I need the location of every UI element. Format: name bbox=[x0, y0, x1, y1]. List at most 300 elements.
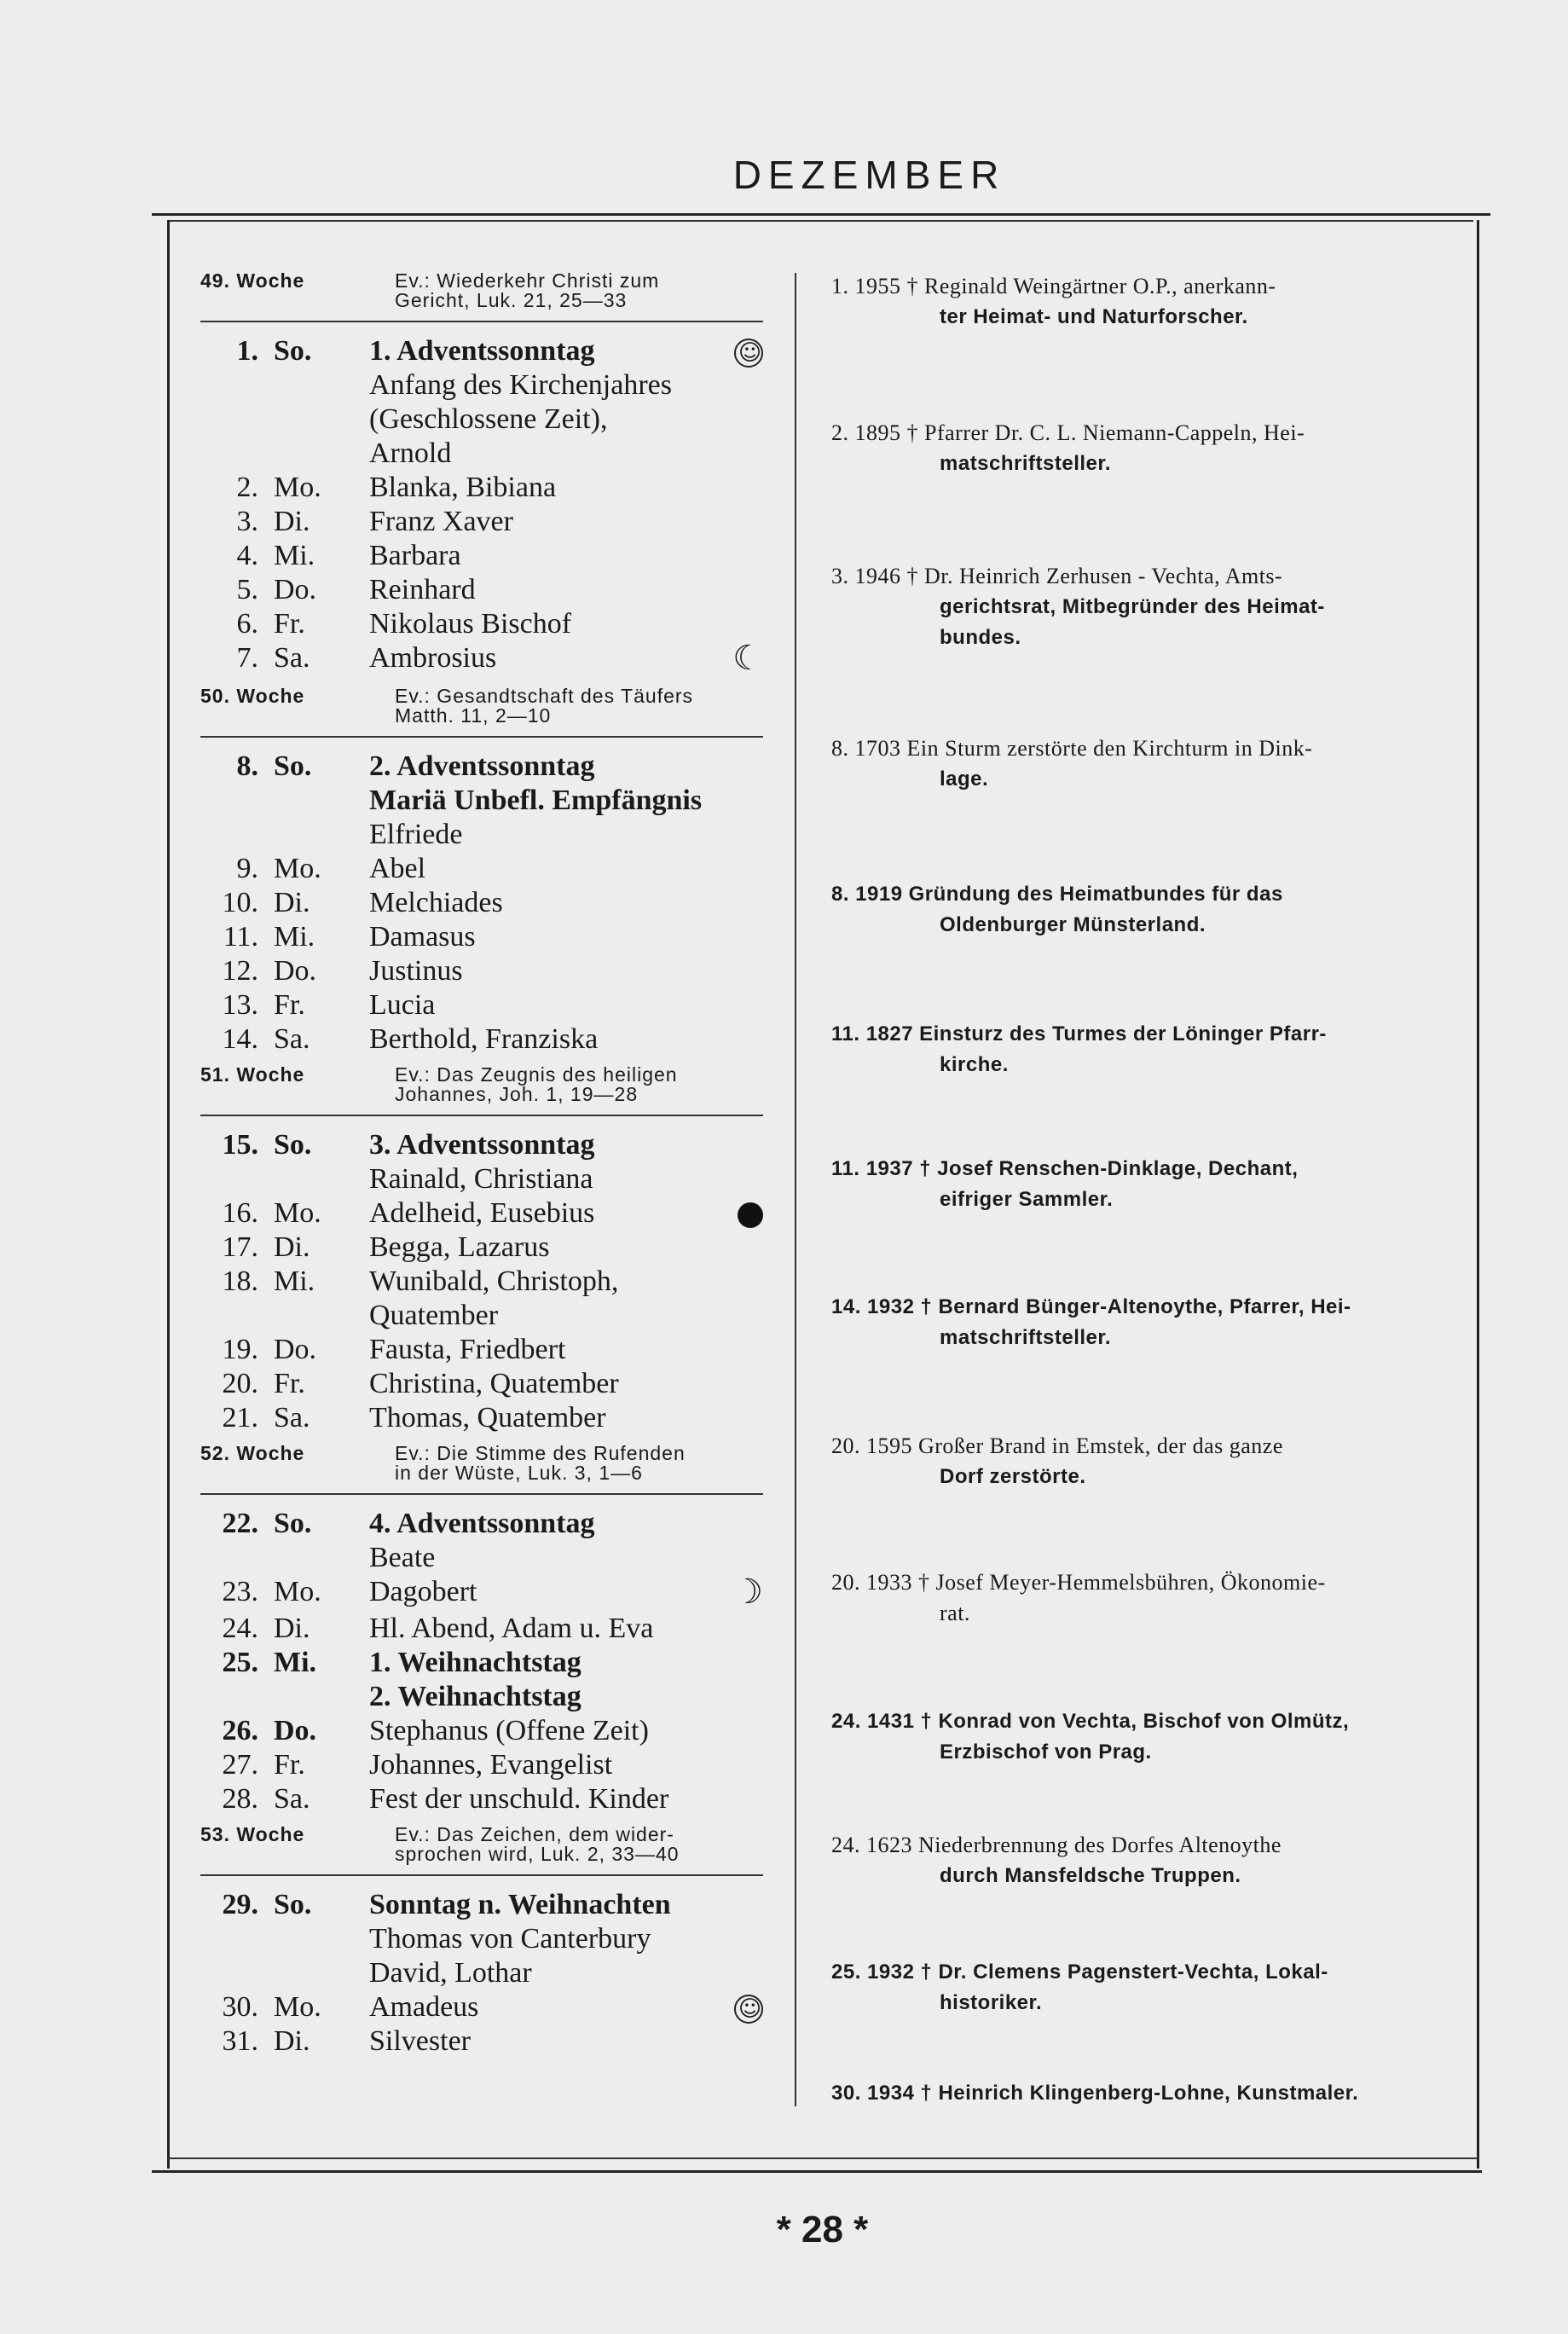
frame-rule-left bbox=[167, 220, 170, 2169]
moon-phase-cell bbox=[720, 1022, 763, 1057]
day-entry: Thomas, Quatember bbox=[369, 1402, 606, 1433]
event-text: † Josef Renschen-Dinklage, Dechant, bbox=[919, 1157, 1299, 1180]
moon-phase-cell bbox=[720, 1507, 763, 1575]
day-number: 11. bbox=[223, 921, 258, 953]
full-moon-icon bbox=[734, 339, 763, 368]
day-number: 24. bbox=[222, 1613, 258, 1644]
weekday: Di. bbox=[274, 1231, 310, 1263]
day-number: 12. bbox=[222, 955, 258, 987]
day-entry: Blanka, Bibiana bbox=[369, 472, 557, 503]
event-entry bbox=[831, 271, 1437, 333]
event-entry bbox=[831, 878, 1437, 941]
day-entry: Melchiades bbox=[369, 887, 503, 918]
gospel-line: Ev.: Das Zeugnis des heiligen bbox=[395, 1063, 678, 1086]
day-entry: Abel bbox=[369, 853, 426, 884]
event-continuation: Dorf zerstörte. bbox=[940, 1465, 1086, 1488]
day-entry: Justinus bbox=[369, 955, 463, 987]
day-entry: Beate bbox=[369, 1542, 436, 1573]
day-row bbox=[200, 505, 763, 539]
day-number: 14. bbox=[222, 1023, 258, 1055]
gospel-reading bbox=[395, 1444, 763, 1483]
saint-names bbox=[369, 1022, 720, 1057]
frame-rule-top-outer bbox=[152, 213, 1490, 216]
event-text: † Pfarrer Dr. C. L. Niemann-Cappeln, Hei- bbox=[906, 420, 1305, 445]
day-row bbox=[200, 641, 763, 678]
new-moon-icon bbox=[738, 1202, 763, 1228]
day-entry: Dagobert bbox=[369, 1576, 477, 1607]
day-entry: Berthold, Franziska bbox=[369, 1023, 599, 1055]
event-date: 11. 1827 bbox=[831, 1022, 914, 1045]
gospel-line: in der Wüste, Luk. 3, 1—6 bbox=[395, 1462, 643, 1484]
event-continuation: Oldenburger Münsterland. bbox=[940, 913, 1206, 936]
day-row bbox=[200, 1990, 763, 2024]
moon-phase-cell bbox=[720, 607, 763, 641]
event-continuation: ter Heimat- und Naturforscher. bbox=[940, 305, 1248, 328]
day-row bbox=[200, 1333, 763, 1367]
day-number: 1. bbox=[236, 335, 258, 367]
event-date: 11. 1937 bbox=[831, 1157, 914, 1180]
event-first-line bbox=[831, 1291, 1437, 1323]
event-entry bbox=[831, 1153, 1437, 1215]
day-number: 15. bbox=[222, 1129, 258, 1161]
moon-phase-cell bbox=[720, 334, 763, 471]
event-continuation: kirche. bbox=[940, 1053, 1009, 1076]
event-date: 2. 1895 bbox=[831, 420, 901, 445]
calendar-column bbox=[200, 271, 763, 2067]
event-first-line bbox=[831, 271, 1437, 302]
event-first-line bbox=[831, 561, 1437, 592]
day-number: 4. bbox=[236, 540, 258, 571]
day-number: 8. bbox=[236, 750, 258, 782]
event-first-line bbox=[831, 2077, 1437, 2109]
gospel-reading bbox=[395, 686, 763, 726]
event-continuation: gerichtsrat, Mitbegründer des Heimat- bbox=[940, 595, 1325, 618]
day-entry: Thomas von Canterbury bbox=[369, 1923, 651, 1955]
event-first-line bbox=[831, 1018, 1437, 1050]
moon-phase-cell bbox=[720, 852, 763, 886]
day-row bbox=[200, 1367, 763, 1401]
weekday: Di. bbox=[274, 887, 310, 918]
saint-names bbox=[369, 750, 720, 852]
week-header bbox=[200, 1065, 763, 1116]
event-continuation: durch Mansfeldsche Truppen. bbox=[940, 1864, 1241, 1887]
event-first-line bbox=[831, 1567, 1437, 1598]
weekday: Mo. bbox=[274, 1197, 321, 1229]
gospel-reading bbox=[395, 1825, 763, 1864]
weekday: So. bbox=[274, 1889, 312, 1920]
event-continuation: lage. bbox=[940, 767, 989, 791]
gospel-line: Ev.: Wiederkehr Christi zum bbox=[395, 269, 660, 292]
weekday: Mo. bbox=[274, 1991, 321, 2023]
event-continuation: Erzbischof von Prag. bbox=[940, 1740, 1152, 1764]
column-divider bbox=[795, 273, 796, 2106]
saint-names bbox=[369, 988, 720, 1022]
week-group bbox=[200, 686, 763, 1057]
event-entry bbox=[831, 1291, 1437, 1353]
saint-names bbox=[369, 1714, 720, 1748]
event-entry bbox=[831, 1956, 1437, 2018]
event-date: 14. 1932 bbox=[831, 1295, 915, 1318]
gospel-line: sprochen wird, Luk. 2, 33—40 bbox=[395, 1843, 680, 1865]
day-entry: Elfriede bbox=[369, 819, 463, 850]
day-number: 3. bbox=[236, 506, 258, 537]
event-continuation: eifriger Sammler. bbox=[940, 1188, 1114, 1211]
waxing-moon-icon: ☽ bbox=[732, 1572, 763, 1612]
weekday: Mi. bbox=[274, 1647, 317, 1678]
weekday: Do. bbox=[274, 1334, 317, 1365]
saint-names bbox=[369, 2024, 720, 2059]
day-row bbox=[200, 1748, 763, 1782]
day-entry: Stephanus (Offene Zeit) bbox=[369, 1715, 649, 1746]
event-text: † Heinrich Klingenberg-Lohne, Kunstmaler. bbox=[920, 2082, 1359, 2105]
full-moon-icon bbox=[734, 1995, 763, 2024]
week-header bbox=[200, 271, 763, 322]
week-group bbox=[200, 1065, 763, 1435]
week-group bbox=[200, 1444, 763, 1816]
day-row bbox=[200, 1888, 763, 1990]
weekday: Sa. bbox=[274, 1023, 310, 1055]
weekday: Fr. bbox=[274, 608, 305, 640]
weekday: Fr. bbox=[274, 1749, 305, 1781]
weekday: Sa. bbox=[274, 1783, 310, 1815]
moon-phase-cell bbox=[720, 1748, 763, 1782]
moon-phase-cell bbox=[720, 1782, 763, 1816]
saint-names bbox=[369, 1367, 720, 1401]
day-entry: 2. Adventssonntag bbox=[369, 750, 595, 782]
event-entry bbox=[831, 1567, 1437, 1629]
weekday: Di. bbox=[274, 1613, 310, 1644]
saint-names bbox=[369, 1507, 720, 1575]
event-continuation: rat. bbox=[940, 1601, 970, 1625]
moon-phase-cell bbox=[720, 1572, 763, 1612]
day-entry: (Geschlossene Zeit), bbox=[369, 403, 608, 435]
day-entry: Quatember bbox=[369, 1300, 499, 1331]
day-entry: 3. Adventssonntag bbox=[369, 1129, 595, 1161]
saint-names bbox=[369, 1265, 720, 1333]
weekday: Mi. bbox=[274, 1265, 315, 1297]
day-number: 9. bbox=[236, 853, 258, 884]
day-row bbox=[200, 471, 763, 505]
event-text: † Konrad von Vechta, Bischof von Olmütz, bbox=[920, 1710, 1350, 1733]
event-entry bbox=[831, 733, 1437, 795]
moon-phase-cell bbox=[720, 1646, 763, 1714]
event-text: Ein Sturm zerstörte den Kirchturm in Dink- bbox=[906, 736, 1313, 761]
day-entry: 1. Adventssonntag bbox=[369, 335, 595, 367]
day-number: 16. bbox=[222, 1197, 258, 1229]
moon-phase-cell bbox=[720, 1888, 763, 1990]
event-first-line bbox=[831, 1706, 1437, 1737]
event-date: 8. 1703 bbox=[831, 736, 901, 761]
day-row bbox=[200, 1782, 763, 1816]
week-label: 53. Woche bbox=[200, 1823, 305, 1845]
event-continuation: matschriftsteller. bbox=[940, 1326, 1112, 1349]
week-header bbox=[200, 686, 763, 738]
day-entry: Damasus bbox=[369, 921, 476, 953]
weekday: Do. bbox=[274, 955, 317, 987]
saint-names bbox=[369, 1888, 720, 1990]
day-entry: Lucia bbox=[369, 989, 436, 1021]
day-row bbox=[200, 607, 763, 641]
event-continuation: historiker. bbox=[940, 1991, 1043, 2014]
saint-names bbox=[369, 1782, 720, 1816]
saint-names bbox=[369, 1401, 720, 1435]
event-text: Niederbrennung des Dorfes Altenoythe bbox=[918, 1833, 1282, 1857]
day-number: 19. bbox=[222, 1334, 258, 1365]
event-date: 24. 1623 bbox=[831, 1833, 912, 1857]
waning-moon-icon: ☾ bbox=[732, 639, 763, 678]
day-row bbox=[200, 1196, 763, 1231]
saint-names bbox=[369, 573, 720, 607]
day-row bbox=[200, 886, 763, 920]
event-date: 8. 1919 bbox=[831, 883, 903, 906]
event-text: Einsturz des Turmes der Löninger Pfarr- bbox=[919, 1022, 1327, 1045]
saint-names bbox=[369, 539, 720, 573]
moon-phase-cell bbox=[720, 1714, 763, 1748]
weekday: Di. bbox=[274, 2025, 310, 2057]
week-header bbox=[200, 1444, 763, 1495]
day-row bbox=[200, 1646, 763, 1714]
weekday: Mi. bbox=[274, 540, 315, 571]
saint-names bbox=[369, 1128, 720, 1196]
moon-phase-cell bbox=[720, 573, 763, 607]
day-entry: Hl. Abend, Adam u. Eva bbox=[369, 1613, 654, 1644]
day-entry: Silvester bbox=[369, 2025, 471, 2057]
event-entry bbox=[831, 418, 1437, 479]
event-continuation: bundes. bbox=[940, 626, 1021, 649]
day-entry: Adelheid, Eusebius bbox=[369, 1197, 595, 1229]
day-entry: Ambrosius bbox=[369, 642, 497, 674]
event-continuation: matschriftsteller. bbox=[940, 452, 1112, 475]
moon-phase-cell bbox=[720, 1265, 763, 1333]
day-entry: 4. Adventssonntag bbox=[369, 1508, 595, 1539]
day-entry: Fest der unschuld. Kinder bbox=[369, 1783, 669, 1815]
gospel-line: Ev.: Gesandtschaft des Täufers bbox=[395, 685, 694, 707]
event-first-line bbox=[831, 1431, 1437, 1462]
day-entry: Begga, Lazarus bbox=[369, 1231, 550, 1263]
saint-names bbox=[369, 886, 720, 920]
saint-names bbox=[369, 471, 720, 505]
moon-phase-cell bbox=[720, 954, 763, 988]
day-row bbox=[200, 1128, 763, 1196]
day-entry: Amadeus bbox=[369, 1991, 479, 2023]
weekday: Mi. bbox=[274, 921, 315, 953]
event-entry bbox=[831, 1830, 1437, 1891]
moon-phase-cell bbox=[720, 1990, 763, 2024]
moon-phase-cell bbox=[720, 920, 763, 954]
day-row bbox=[200, 852, 763, 886]
event-date: 30. 1934 bbox=[831, 2082, 915, 2105]
day-entry: 2. Weihnachtstag bbox=[369, 1681, 581, 1712]
event-first-line bbox=[831, 1956, 1437, 1988]
day-row bbox=[200, 1507, 763, 1575]
day-number: 26. bbox=[222, 1715, 258, 1746]
saint-names bbox=[369, 607, 720, 641]
saint-names bbox=[369, 1990, 720, 2024]
saint-names bbox=[369, 1575, 720, 1612]
week-label: 50. Woche bbox=[200, 685, 305, 707]
frame-rule-bottom-outer bbox=[152, 2170, 1482, 2173]
day-entry: Rainald, Christiana bbox=[369, 1163, 593, 1195]
saint-names bbox=[369, 852, 720, 886]
day-row bbox=[200, 988, 763, 1022]
event-date: 1. 1955 bbox=[831, 274, 901, 298]
event-text: † Josef Meyer-Hemmelsbühren, Ökonomie- bbox=[918, 1570, 1326, 1595]
event-text: Gründung des Heimatbundes für das bbox=[908, 883, 1283, 906]
moon-phase-cell bbox=[720, 471, 763, 505]
gospel-line: Ev.: Die Stimme des Rufenden bbox=[395, 1442, 686, 1464]
day-row bbox=[200, 334, 763, 471]
day-number: 28. bbox=[222, 1783, 258, 1815]
frame-rule-right bbox=[1477, 220, 1479, 2169]
week-group bbox=[200, 1825, 763, 2059]
day-entry: Johannes, Evangelist bbox=[369, 1749, 613, 1781]
saint-names bbox=[369, 334, 720, 471]
weekday: Fr. bbox=[274, 1368, 305, 1399]
moon-phase-cell bbox=[720, 1612, 763, 1646]
event-entry bbox=[831, 1431, 1437, 1492]
day-entry: Anfang des Kirchenjahres bbox=[369, 369, 672, 401]
event-text: † Reginald Weingärtner O.P., anerkann- bbox=[906, 274, 1276, 298]
day-entry: Franz Xaver bbox=[369, 506, 513, 537]
week-label: 51. Woche bbox=[200, 1063, 305, 1086]
week-header bbox=[200, 1825, 763, 1876]
moon-phase-cell bbox=[720, 505, 763, 539]
moon-phase-cell bbox=[720, 1128, 763, 1196]
moon-phase-cell bbox=[720, 750, 763, 852]
weekday: Sa. bbox=[274, 642, 310, 674]
gospel-reading bbox=[395, 271, 763, 310]
event-entry bbox=[831, 561, 1437, 653]
day-entry: Mariä Unbefl. Empfängnis bbox=[369, 785, 703, 816]
gospel-line: Matth. 11, 2—10 bbox=[395, 704, 552, 727]
moon-phase-cell bbox=[720, 886, 763, 920]
event-first-line bbox=[831, 418, 1437, 449]
day-row bbox=[200, 750, 763, 852]
day-row bbox=[200, 1714, 763, 1748]
day-entry: David, Lothar bbox=[369, 1957, 532, 1989]
day-row bbox=[200, 1612, 763, 1646]
day-number: 22. bbox=[222, 1508, 258, 1539]
day-number: 25. bbox=[222, 1647, 258, 1678]
event-first-line bbox=[831, 1153, 1437, 1184]
frame-rule-bottom-inner bbox=[167, 2157, 1478, 2159]
weekday: So. bbox=[274, 750, 312, 782]
event-text: † Dr. Heinrich Zerhusen - Vechta, Amts- bbox=[906, 564, 1283, 588]
day-number: 27. bbox=[222, 1749, 258, 1781]
saint-names bbox=[369, 1612, 720, 1646]
day-entry: 1. Weihnachtstag bbox=[369, 1647, 581, 1678]
day-entry: Reinhard bbox=[369, 574, 476, 605]
saint-names bbox=[369, 954, 720, 988]
day-entry: Fausta, Friedbert bbox=[369, 1334, 566, 1365]
event-first-line bbox=[831, 878, 1437, 910]
day-number: 21. bbox=[222, 1402, 258, 1433]
day-row bbox=[200, 1401, 763, 1435]
day-entry: Barbara bbox=[369, 540, 461, 571]
saint-names bbox=[369, 1333, 720, 1367]
weekday: So. bbox=[274, 1508, 312, 1539]
gospel-reading bbox=[395, 1065, 763, 1104]
week-label: 49. Woche bbox=[200, 269, 305, 292]
moon-phase-cell bbox=[720, 641, 763, 678]
weekday: Fr. bbox=[274, 989, 305, 1021]
day-row bbox=[200, 573, 763, 607]
weekday: So. bbox=[274, 1129, 312, 1161]
week-group bbox=[200, 271, 763, 678]
event-date: 3. 1946 bbox=[831, 564, 901, 588]
weekday: Do. bbox=[274, 574, 317, 605]
day-row bbox=[200, 954, 763, 988]
weekday: Di. bbox=[274, 506, 310, 537]
moon-phase-cell bbox=[720, 2024, 763, 2059]
day-number: 29. bbox=[222, 1889, 258, 1920]
day-number: 13. bbox=[222, 989, 258, 1021]
weekday: Do. bbox=[274, 1715, 317, 1746]
day-number: 18. bbox=[222, 1265, 258, 1297]
moon-phase-cell bbox=[720, 1367, 763, 1401]
weekday: So. bbox=[274, 335, 312, 367]
frame-rule-top-inner bbox=[169, 220, 1473, 222]
saint-names bbox=[369, 1196, 720, 1231]
gospel-line: Ev.: Das Zeichen, dem wider- bbox=[395, 1823, 674, 1845]
day-row bbox=[200, 920, 763, 954]
day-row bbox=[200, 539, 763, 573]
day-entry: Wunibald, Christoph, bbox=[369, 1265, 619, 1297]
day-number: 31. bbox=[222, 2025, 258, 2057]
day-row bbox=[200, 1022, 763, 1057]
moon-phase-cell bbox=[720, 1333, 763, 1367]
day-number: 17. bbox=[222, 1231, 258, 1263]
day-entry: Nikolaus Bischof bbox=[369, 608, 572, 640]
day-number: 2. bbox=[236, 472, 258, 503]
saint-names bbox=[369, 1748, 720, 1782]
gospel-line: Johannes, Joh. 1, 19—28 bbox=[395, 1083, 639, 1105]
page-title: DEZEMBER bbox=[732, 153, 1006, 197]
moon-phase-cell bbox=[720, 539, 763, 573]
event-first-line bbox=[831, 1830, 1437, 1861]
page-number: * 28 * bbox=[776, 2209, 869, 2250]
day-number: 20. bbox=[222, 1368, 258, 1399]
event-first-line bbox=[831, 733, 1437, 764]
day-row bbox=[200, 1572, 763, 1612]
weekday: Mo. bbox=[274, 853, 321, 884]
day-row bbox=[200, 1265, 763, 1333]
saint-names bbox=[369, 920, 720, 954]
weekday: Mo. bbox=[274, 1576, 321, 1607]
saint-names bbox=[369, 641, 720, 678]
day-entry: Arnold bbox=[369, 437, 452, 469]
moon-phase-cell bbox=[720, 988, 763, 1022]
saint-names bbox=[369, 1646, 720, 1714]
day-row bbox=[200, 1231, 763, 1265]
event-entry bbox=[831, 1706, 1437, 1768]
gospel-line: Gericht, Luk. 21, 25—33 bbox=[395, 289, 628, 311]
event-date: 20. 1595 bbox=[831, 1433, 912, 1458]
event-date: 24. 1431 bbox=[831, 1710, 915, 1733]
day-number: 23. bbox=[222, 1576, 258, 1607]
day-entry: Sonntag n. Weihnachten bbox=[369, 1889, 671, 1920]
day-number: 10. bbox=[222, 887, 258, 918]
event-entry bbox=[831, 2077, 1437, 2109]
day-entry: Christina, Quatember bbox=[369, 1368, 619, 1399]
moon-phase-cell bbox=[720, 1196, 763, 1231]
saint-names bbox=[369, 1231, 720, 1265]
moon-phase-cell bbox=[720, 1401, 763, 1435]
day-number: 6. bbox=[236, 608, 258, 640]
event-date: 20. 1933 bbox=[831, 1570, 912, 1595]
day-number: 30. bbox=[222, 1991, 258, 2023]
weekday: Sa. bbox=[274, 1402, 310, 1433]
